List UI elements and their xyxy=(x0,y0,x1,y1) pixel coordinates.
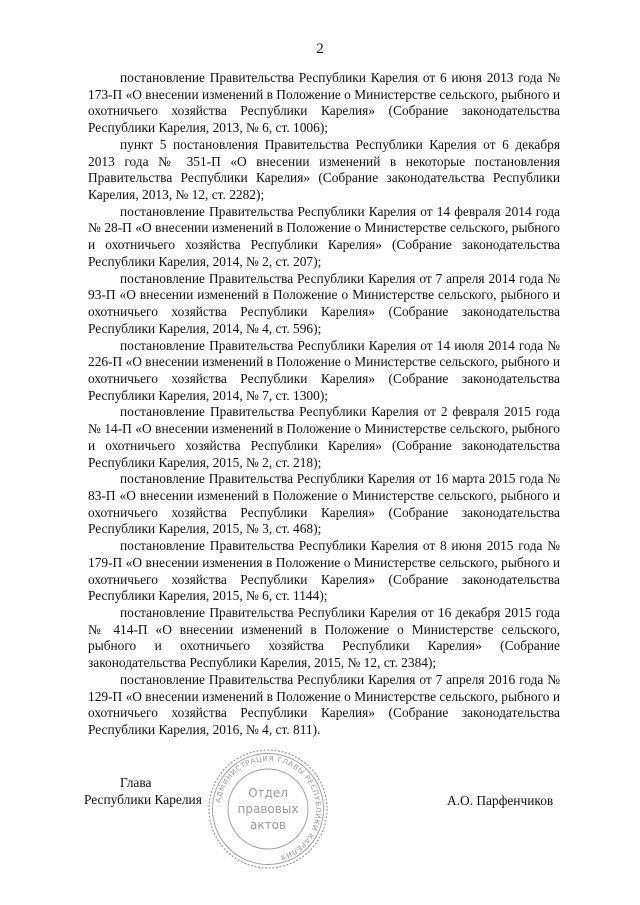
signatory-title-line2: Республики Карелия xyxy=(84,792,202,807)
official-stamp xyxy=(206,747,330,871)
document-body xyxy=(88,70,560,739)
paragraph-2: пункт 5 постановления Правительства Республики Карелия от 6 декабря 2013 года № 351-П «О внесении изменений в некоторые постановления Правительства Республики Карелия» (Собрание законодательства Республики Карелия, 2013, № 12, ст. 2282); xyxy=(88,136,560,203)
paragraph-6: постановление Правительства Республики Карелия от 2 февраля 2015 года № 14-П «О внесении изменений в Положение о Министерстве сельского, рыбного и охотничьего хозяйства Республики Карелия» (Собрание законодательства Республики Карелия, 2015, № 2, ст. 218); xyxy=(88,404,560,470)
stamp-ring-textpath: АДМИНИСТРАЦИЯ ГЛАВЫ РЕСПУБЛИКИ КАРЕЛИЯ xyxy=(213,753,324,863)
page-number: 2 xyxy=(316,41,324,57)
stamp-text-line3: актов xyxy=(249,818,287,832)
paragraph-9: постановление Правительства Республики Карелия от 16 декабря 2015 года № 414-П «О внесении изменений в Положение о Министерстве сельского, рыбного и охотничьего хозяйства Республики Карелия» (Собрание законодательства Республики Карелия, 2015, № 12, ст. 2384); xyxy=(88,605,560,671)
paragraph-3: постановление Правительства Республики Карелия от 14 февраля 2014 года № 28-П «О внесении изменений в Положение о Министерстве сельского, рыбного и охотничьего хозяйства Республики Карелия» (Собрание законодательства Республики Карелия, 2014, № 2, ст. 207); xyxy=(88,203,560,269)
paragraph-7: постановление Правительства Республики Карелия от 16 марта 2015 года № 83-П «О внесении изменений в Положение о Министерстве сельского, рыбного и охотничьего хозяйства Республики Карелия» (Собрание законодательства Республики Карелия, 2015, № 3, ст. 468); xyxy=(88,471,560,537)
signatory-title xyxy=(84,774,202,808)
paragraph-5: постановление Правительства Республики Карелия от 14 июля 2014 года № 226-П «О внесении изменений в Положение о Министерстве сельского, рыбного и охотничьего хозяйства Республики Карелия» (Собрание законодательства Республики Карелия, 2014, № 7, ст. 1300); xyxy=(88,337,560,403)
signatory-name: А.О. Парфенчиков xyxy=(447,793,554,808)
paragraph-4: постановление Правительства Республики Карелия от 7 апреля 2014 года № 93-П «О внесении изменений в Положение о Министерстве сельского, рыбного и охотничьего хозяйства Республики Карелия» (Собрание законодательства Республики Карелия, 2014, № 4, ст. 596); xyxy=(88,270,560,336)
stamp-text-line2: правовых xyxy=(237,802,299,816)
signatory-title-line1: Глава xyxy=(120,775,152,790)
paragraph-10: постановление Правительства Республики Карелия от 7 апреля 2016 года № 129-П «О внесении изменений в Положение о Министерстве сельского, рыбного и охотничьего хозяйства Республики Карелия» (Собрание законодательства Республики Карелия, 2016, № 4, ст. 811). xyxy=(88,671,560,738)
paragraph-8: постановление Правительства Республики Карелия от 8 июня 2015 года № 179-П «О внесении изменения в Положение о Министерстве сельского, рыбного и охотничьего хозяйства Республики Карелия» (Собрание законодательства Республики Карелия, 2015, № 6, ст. 1144); xyxy=(88,538,560,604)
paragraph-1: постановление Правительства Республики Карелия от 6 июня 2013 года № 173-П «О внесении изменений в Положение о Министерстве сельского, рыбного и охотничьего хозяйства Республики Карелия» (Собрание законодательства Республики Карелия, 2013, № 6, ст. 1006); xyxy=(88,70,560,136)
stamp-text-line1: Отдел xyxy=(248,786,288,800)
